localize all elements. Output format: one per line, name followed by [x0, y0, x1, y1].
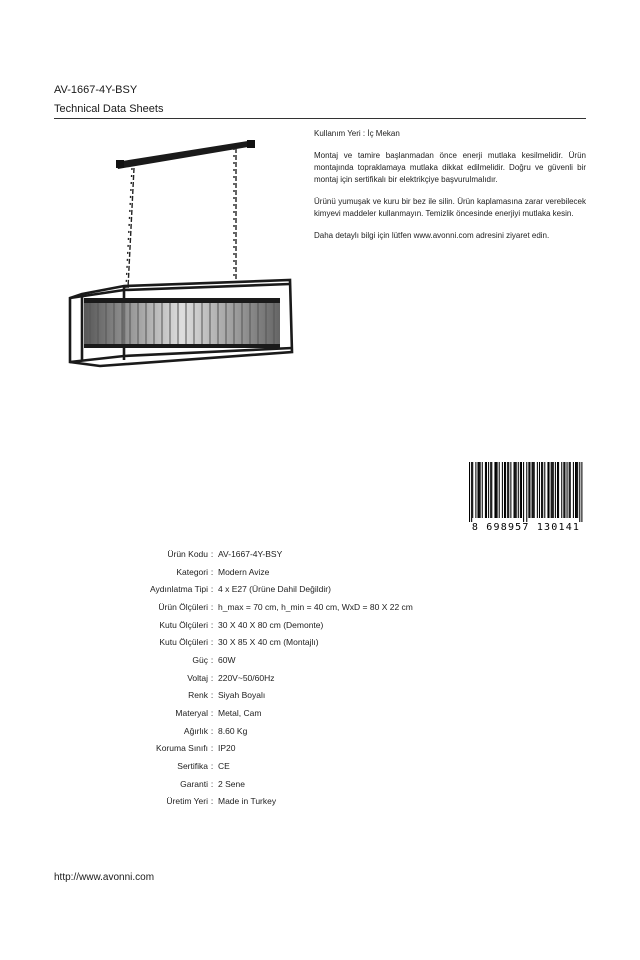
spec-separator: :	[210, 796, 214, 807]
spec-value: 220V~50/60Hz	[218, 672, 275, 683]
spec-separator: :	[210, 725, 214, 736]
chandelier-product-image	[64, 134, 300, 370]
spec-label: Sertifika	[177, 761, 208, 772]
spec-label: Garanti	[180, 778, 208, 789]
spec-label: Materyal	[175, 708, 208, 719]
spec-label: Renk	[188, 690, 208, 701]
document-subtitle: Technical Data Sheets	[54, 103, 164, 115]
spec-row	[60, 545, 413, 563]
footer-url[interactable]: http://www.avonni.com	[54, 872, 155, 883]
spec-label: Aydınlatma Tipi	[150, 584, 208, 595]
spec-separator: :	[210, 672, 214, 683]
spec-value: 2 Sene	[218, 778, 245, 789]
cleaning-instructions: Ürünü yumuşak ve kuru bir bez ile silin. Ürün kaplamasına zarar verebilecek kimyevi maddeler kullanmayın. Temizlik öncesinde enerjiyi mutlaka kesin.	[314, 197, 586, 218]
spec-row	[60, 704, 413, 722]
header-divider	[54, 118, 586, 119]
spec-row	[60, 651, 413, 669]
usage-location: Kullanım Yeri : İç Mekan	[314, 129, 400, 138]
spec-label: Ağırlık	[183, 725, 208, 736]
spec-separator: :	[210, 690, 214, 701]
spec-value: Made in Turkey	[218, 796, 277, 807]
spec-row	[60, 598, 413, 616]
spec-value: Siyah Boyalı	[218, 690, 266, 701]
spec-separator: :	[210, 584, 214, 595]
spec-value: AV-1667-4Y-BSY	[218, 548, 283, 559]
spec-row	[60, 793, 413, 811]
spec-value: IP20	[218, 743, 236, 754]
spec-row	[60, 757, 413, 775]
product-code-heading: AV-1667-4Y-BSY	[54, 84, 138, 96]
spec-row	[60, 687, 413, 705]
spec-value: Modern Avize	[218, 566, 270, 577]
barcode-image	[467, 462, 585, 532]
spec-label: Üretim Yeri	[166, 796, 208, 807]
spec-separator: :	[210, 654, 214, 665]
spec-row	[60, 633, 413, 651]
spec-label: Voltaj	[187, 672, 208, 683]
spec-label: Kategori	[176, 566, 208, 577]
spec-value: h_max = 70 cm, h_min = 40 cm, WxD = 80 X 22 cm	[218, 601, 413, 612]
spec-value: 8.60 Kg	[218, 725, 248, 736]
spec-row	[60, 616, 413, 634]
spec-label: Kutu Ölçüleri	[159, 619, 208, 630]
spec-separator: :	[210, 778, 214, 789]
product-info-text	[314, 128, 586, 252]
spec-row	[60, 722, 413, 740]
spec-separator: :	[210, 743, 214, 754]
spec-value: 30 X 40 X 80 cm (Demonte)	[218, 619, 324, 630]
spec-separator: :	[210, 619, 214, 630]
more-info: Daha detaylı bilgi için lütfen www.avonni.com adresini ziyaret edin.	[314, 231, 550, 240]
spec-separator: :	[210, 637, 214, 648]
spec-table	[60, 545, 413, 810]
spec-row	[60, 740, 413, 758]
spec-value: CE	[218, 761, 230, 772]
spec-label: Kutu Ölçüleri	[159, 637, 208, 648]
spec-row	[60, 775, 413, 793]
spec-label: Güç	[192, 654, 208, 665]
spec-value: 4 x E27 (Ürüne Dahil Değildir)	[218, 584, 331, 595]
spec-label: Ürün Ölçüleri	[158, 601, 208, 612]
spec-separator: :	[210, 548, 214, 559]
spec-separator: :	[210, 566, 214, 577]
spec-separator: :	[210, 708, 214, 719]
spec-separator: :	[210, 761, 214, 772]
spec-row	[60, 563, 413, 581]
spec-value: 30 X 85 X 40 cm (Montajlı)	[218, 637, 319, 648]
spec-row	[60, 669, 413, 687]
safety-warning: Montaj ve tamire başlanmadan önce enerji mutlaka kesilmelidir. Ürün montajında topraklamaya mutlaka dikkat edilmelidir. Doğru ve güvenli bir montaj için sertifikalı bir elektrikçiye başvurulmalıdır.	[314, 151, 586, 184]
spec-separator: :	[210, 601, 214, 612]
spec-value: Metal, Cam	[218, 708, 262, 719]
spec-label: Koruma Sınıfı	[156, 743, 208, 754]
spec-value: 60W	[218, 654, 236, 665]
spec-row	[60, 580, 413, 598]
barcode-digits: 8 698957 130141	[471, 522, 581, 532]
spec-label: Ürün Kodu	[167, 548, 208, 559]
